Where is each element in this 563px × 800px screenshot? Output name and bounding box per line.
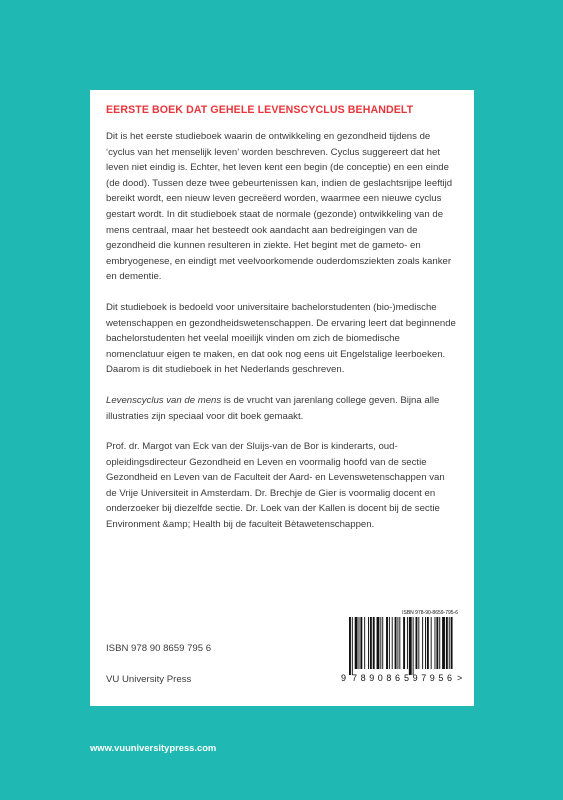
barcode-isbn-text: ISBN 978-90-8659-795-6 (402, 610, 458, 616)
barcode-bar (380, 617, 381, 669)
book-title-italic: Levenscyclus van de mens (106, 394, 222, 406)
barcode-digit-first: 9 (341, 673, 347, 683)
barcode-bar (355, 617, 358, 669)
barcode-bar (425, 617, 426, 669)
barcode-bar (359, 617, 360, 669)
paragraph-intro: Dit is het eerste studieboek waarin de ontwikkeling en gezondheid tijdens de ‘cyclus van het menselijk leven’ worden beschreven. Cyclus suggereert dat het leven niet eindig is. Echter, het leven kent een begin (de conceptie) en een einde (de dood). Tussen deze twee gebeurtenissen kan, indien de geslachtsrijpe leeftijd bereikt wordt, een nieuw leven gecreëerd worden, waarmee een nieuwe cyclus gestart wordt. In dit studieboek staat de normale (gezonde) ontwikkeling van de mens centraal, maar het besteedt ook aandacht aan bedreigingen van de gezondheid die kunnen resulteren in ziekte. Het begint met de gameto- en embryogenese, en eindigt met veelvoorkomende ouderdomsziekten zoals kanker en dementie. (106, 131, 453, 283)
barcode-bar (386, 617, 388, 669)
barcode-bar (352, 617, 353, 675)
barcode-bar (409, 617, 412, 675)
barcode-bar (377, 617, 380, 669)
isbn-label: ISBN 978 90 8659 795 6 (106, 643, 212, 654)
barcode-bar (349, 617, 351, 675)
paragraph-audience: Dit studieboek is bedoeld voor universitaire bachelorstudenten (bio-)medische wetenschappen en gezondheidswetenschappen. De ervaring leert dat beginnende bachelorstudenten het veelal moeilijk vinden om zich de biomedische nomenclatuur eigen te maken, en dat ook nog eens uit Engelstalige leerboeken. Daarom is dit studieboek in het Nederlands geschreven. (106, 301, 456, 376)
paragraph-origin-rest: is de vrucht van jarenlang college geven. Bijna alle illustraties zijn speciaal voor dit boek gemaakt. (106, 394, 440, 422)
barcode-bar (442, 617, 445, 669)
barcode-bar (435, 617, 436, 669)
barcode-bar (422, 617, 423, 669)
back-cover-panel (90, 90, 474, 706)
barcode-bars (349, 617, 453, 675)
barcode-bar (439, 617, 440, 669)
barcode-bar (370, 617, 372, 669)
barcode (338, 610, 466, 684)
barcode-bar (373, 617, 375, 669)
publisher-name: VU University Press (106, 674, 192, 685)
barcode-bar (451, 617, 453, 669)
barcode-bar (389, 617, 390, 669)
barcode-bar (418, 617, 419, 669)
cover-heading: EERSTE BOEK DAT GEHELE LEVENSCYCLUS BEHANDELT (106, 104, 414, 116)
barcode-bar (436, 617, 438, 669)
publisher-url[interactable]: www.vuuniversitypress.com (90, 742, 217, 753)
barcode-graphic (338, 617, 466, 683)
barcode-bar (395, 617, 397, 669)
barcode-digits-left: 789086 (352, 673, 400, 683)
barcode-bar (413, 617, 414, 675)
paragraph-origin (106, 393, 458, 424)
barcode-bar (449, 617, 450, 669)
barcode-bar (364, 617, 365, 669)
barcode-bar (397, 617, 398, 669)
barcode-digits-right: 597956 (404, 673, 452, 683)
barcode-bar (392, 617, 393, 669)
barcode-bar (416, 617, 418, 669)
barcode-bar (446, 617, 448, 669)
barcode-bar (403, 617, 405, 669)
paragraph-authors: Prof. dr. Margot van Eck van der Sluijs-van de Bor is kinderarts, oud-opleidingsdirecteur Gezondheid en Leven en voormalig hoofd van de sectie Gezondheid en Leven van de Faculteit der Aard- en Levenswetenschappen van de Vrije Universiteit in Amsterdam. Dr. Brechje de Gier is voormalig docent en onderzoeker bij diezelfde sectie. Dr. Loek van der Kallen is docent bij de sectie Environment &amp; Health bij de faculteit Bètawetenschappen. (106, 441, 445, 531)
barcode-bar (399, 617, 400, 669)
barcode-bar (382, 617, 383, 669)
barcode-bar (431, 617, 432, 669)
barcode-bar (427, 617, 429, 669)
barcode-bar (368, 617, 369, 669)
barcode-bar (407, 617, 408, 669)
barcode-bar (360, 617, 362, 669)
barcode-trailing-mark: > (457, 673, 463, 683)
